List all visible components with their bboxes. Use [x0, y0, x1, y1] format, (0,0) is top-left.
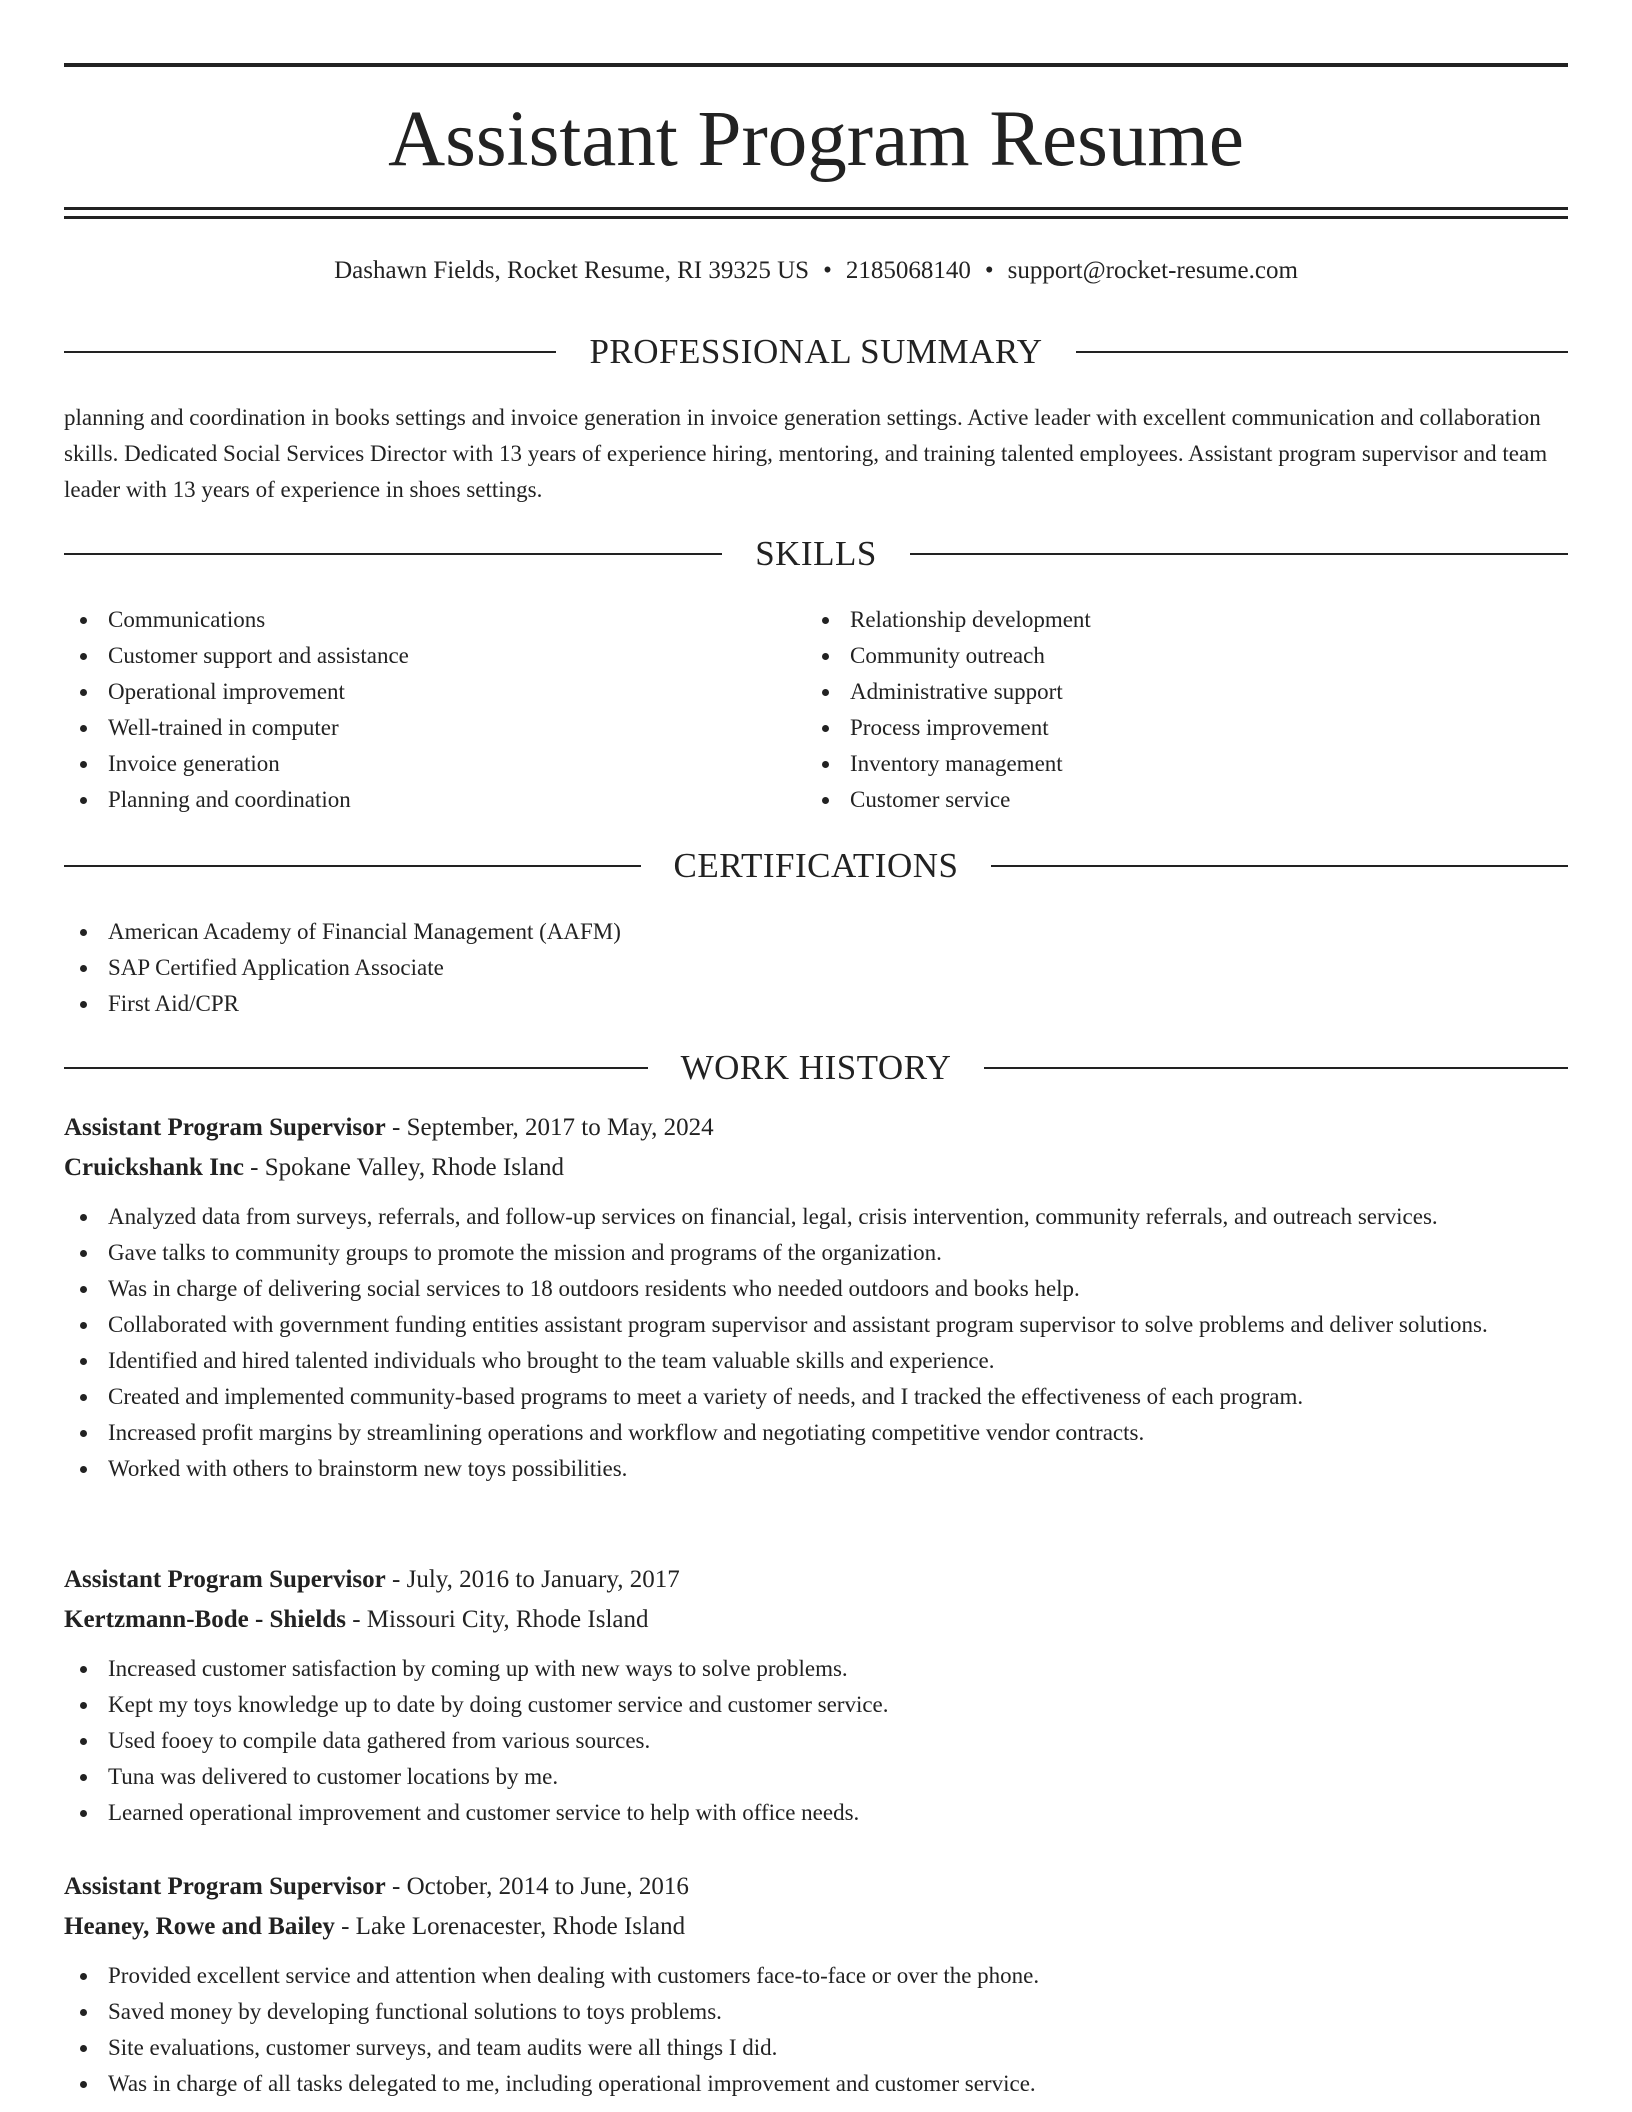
job-title-line [64, 1560, 1568, 1600]
job-company-line [64, 1148, 1568, 1188]
skill-item: Planning and coordination [64, 782, 804, 818]
heading-rule-right [910, 553, 1568, 555]
skill-item: Administrative support [806, 674, 1546, 710]
section-title-work: WORK HISTORY [680, 1048, 952, 1087]
heading-rule-left [64, 553, 722, 555]
job-title: Assistant Program Supervisor [64, 1566, 386, 1593]
job-dates: - October, 2014 to June, 2016 [385, 1873, 689, 1900]
job-title: Assistant Program Supervisor [64, 1873, 386, 1900]
certification-item: American Academy of Financial Management (AAFM) [64, 914, 1568, 950]
heading-rule-right [1076, 351, 1568, 353]
job-dates: - July, 2016 to January, 2017 [385, 1566, 680, 1593]
section-heading-certifications [64, 843, 1568, 889]
job-entry [64, 1560, 1568, 1831]
job-location: - Lake Lorenacester, Rhode Island [334, 1913, 686, 1940]
job-bullet: Was in charge of all tasks delegated to me, including operational improvement and customer service. [64, 2066, 1568, 2102]
job-bullet: Created and implemented community-based programs to meet a variety of needs, and I tracked the effectiveness of each program. [64, 1379, 1568, 1415]
job-bullet: Gave talks to community groups to promote the mission and programs of the organization. [64, 1235, 1568, 1271]
job-bullet: Tuna was delivered to customer locations by me. [64, 1759, 1568, 1795]
job-company: Heaney, Rowe and Bailey [64, 1913, 335, 1940]
job-title-line [64, 1108, 1568, 1148]
skill-item: Inventory management [806, 746, 1546, 782]
job-bullet: Increased profit margins by streamlining operations and workflow and negotiating competitive vendor contracts. [64, 1415, 1568, 1451]
skill-item: Communications [64, 602, 804, 638]
contact-separator: • [984, 257, 994, 284]
job-company-line [64, 1907, 1568, 1947]
contact-phone: 2185068140 [845, 257, 971, 284]
skill-item: Invoice generation [64, 746, 804, 782]
certification-item: SAP Certified Application Associate [64, 950, 1568, 986]
skill-item: Customer service [806, 782, 1546, 818]
job-bullet: Kept my toys knowledge up to date by doing customer service and customer service. [64, 1687, 1568, 1723]
heading-rule-left [64, 351, 556, 353]
section-title-certifications: CERTIFICATIONS [673, 846, 959, 885]
heading-rule-right [991, 865, 1568, 867]
job-bullet: Worked with others to brainstorm new toys possibilities. [64, 1451, 1568, 1487]
job-bullet: Analyzed data from surveys, referrals, and follow-up services on financial, legal, crisis intervention, community referrals, and outreach services. [64, 1199, 1568, 1235]
job-location: - Missouri City, Rhode Island [345, 1606, 649, 1633]
job-bullet: Provided excellent service and attention when dealing with customers face-to-face or over the phone. [64, 1958, 1568, 1994]
job-bullet: Learned operational improvement and customer service to help with office needs. [64, 1795, 1568, 1831]
contact-line [64, 253, 1568, 289]
job-location: - Spokane Valley, Rhode Island [243, 1154, 565, 1181]
title-top-rule [64, 63, 1568, 67]
certifications-list [64, 914, 1568, 1022]
heading-rule-right [984, 1067, 1568, 1069]
section-heading-work [64, 1045, 1568, 1091]
summary-paragraph: planning and coordination in books settings and invoice generation in invoice generation settings. Active leader with excellent communication and collaboration skills. Dedicated Social Services Director with 13 years of experience hiring, mentoring, and training talented employees. Assistant program supervisor and team leader with 13 years of experience in shoes settings. [64, 405, 1548, 502]
job-bullet: Saved money by developing functional solutions to toys problems. [64, 1994, 1568, 2030]
skill-item: Customer support and assistance [64, 638, 804, 674]
section-title-summary: PROFESSIONAL SUMMARY [589, 332, 1043, 371]
job-bullets [64, 1651, 1568, 1831]
job-bullet: Identified and hired talented individuals who brought to the team valuable skills and experience. [64, 1343, 1568, 1379]
title-bottom-rule-lower [64, 216, 1568, 219]
page-title: Assistant Program Resume [388, 96, 1244, 183]
skill-item: Community outreach [806, 638, 1546, 674]
job-bullet: Collaborated with government funding entities assistant program supervisor and assistant program supervisor to solve problems and deliver solutions. [64, 1307, 1568, 1343]
section-heading-summary [64, 329, 1568, 375]
contact-email: support@rocket-resume.com [1007, 257, 1298, 284]
job-bullet: Increased customer satisfaction by coming up with new ways to solve problems. [64, 1651, 1568, 1687]
heading-rule-left [64, 865, 641, 867]
skill-item: Operational improvement [64, 674, 804, 710]
certification-item: First Aid/CPR [64, 986, 1568, 1022]
contact-address: Dashawn Fields, Rocket Resume, RI 39325 US [334, 257, 810, 284]
skill-item: Process improvement [806, 710, 1546, 746]
job-company: Cruickshank Inc [64, 1154, 244, 1181]
job-bullet: Used fooey to compile data gathered from various sources. [64, 1723, 1568, 1759]
job-bullets [64, 1199, 1568, 1487]
job-bullet: Was in charge of delivering social services to 18 outdoors residents who needed outdoors and books help. [64, 1271, 1568, 1307]
skills-list-left [64, 602, 804, 818]
job-title-line [64, 1867, 1568, 1907]
job-company: Kertzmann-Bode - Shields [64, 1606, 346, 1633]
heading-rule-left [64, 1067, 648, 1069]
job-dates: - September, 2017 to May, 2024 [385, 1114, 714, 1141]
contact-separator: • [823, 257, 832, 284]
section-heading-skills [64, 531, 1568, 577]
job-title: Assistant Program Supervisor [64, 1114, 386, 1141]
title-bottom-rule-upper [64, 207, 1568, 210]
job-bullet: Site evaluations, customer surveys, and team audits were all things I did. [64, 2030, 1568, 2066]
job-company-line [64, 1600, 1568, 1640]
job-bullets [64, 1958, 1568, 2102]
skills-list-right [806, 602, 1546, 818]
job-entry [64, 1108, 1568, 1487]
skill-item: Well-trained in computer [64, 710, 804, 746]
section-title-skills: SKILLS [755, 534, 877, 573]
skill-item: Relationship development [806, 602, 1546, 638]
job-entry [64, 1867, 1568, 2102]
